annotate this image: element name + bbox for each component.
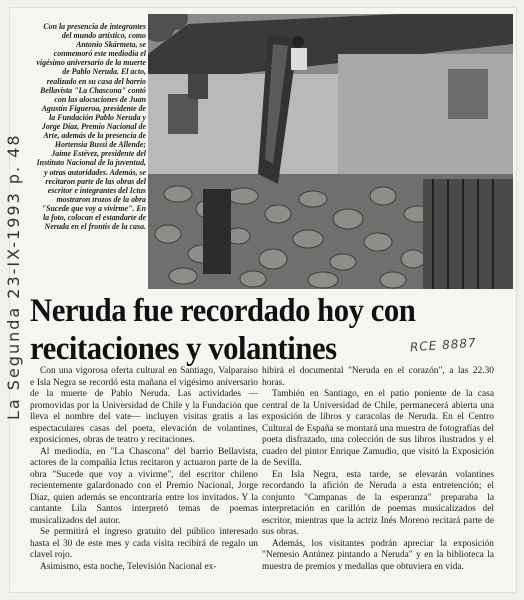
paragraph: También en Santiago, en el patio poniente de la casa central de la Universidad de Chile, permanecerá abierta una exposición de libros y caracolas de Neruda. En el Centro Cultural de España se montará una muestra de fotografías del poeta disfrazado, una colección de sus libros ilustrados y el cuadro del pintor Enrique Zamudio, que visitó la Exposición de Sevilla. (262, 389, 494, 468)
paragraph: En Isla Negra, esta tarde, se elevarán volantines recordando la afición de Neruda a esta entretención; el conjunto "Campanas de la esperanza" preparaba la interpretación en carillón de poemas musicalizados del escritor, mientras que la actriz Inés Moreno recitará parte de sus obras. (262, 469, 494, 537)
article-headline: Neruda fue recordado hoy con recitaciones y volantines (30, 293, 416, 367)
paragraph: Se permitirá el ingreso gratuito del público interesado hasta el 30 de este mes y cada visita recibirá de regalo un clavel rojo. (30, 527, 258, 560)
photo-caption: Con la presencia de integrantes del mundo artístico, como Antonio Skármeta, se conmemoró este mediodía el vigésimo aniversario de la muerte de Pablo Neruda. El acto, realizado en su casa del barrio Bellavista "La Chascona" contó con las alocuciones de Juan Agustín Figueroa, presidente de la Fundación Pablo Neruda y Jorge Díaz, Premio Nacional de Arte, además de la presencia de Hortensia Bussi de Allende; Jaime Estévez, presidente del Instituto Nacional de la juventud, y otras autoridades. Además, se recitaron parte de las obras del escritor e integrantes del Ictus mostraron trozos de la obra "Sucede que voy a vivirme". En la foto, colocan el estandarte de Neruda en el frontis de la casa. (36, 22, 146, 232)
paragraph: Con una vigorosa oferta cultural en Santiago, Valparaíso e Isla Negra se recordó esta mañana el vigésimo aniversario de la muerte de Pablo Neruda. Las actividades —promovidas por la Universidad de Chile y la Fundación que lleva el nombre del vate— incluyen visitas gratis a las espectaculares casas del poeta, elevación de volantines, exposiciones, obras de teatro y recitaciones. (30, 366, 258, 445)
paragraph: hibirá el documental "Neruda en el corazón", a las 22.30 horas. (262, 366, 494, 388)
paragraph: Asimismo, esta noche, Televisión Nacional ex- (40, 561, 217, 572)
la-chascona-photo (148, 14, 513, 289)
paragraph: Al mediodía, en "La Chascona" del barrio Bellavista, actores de la compañía Ictus recitaron y actuaron parte de la obra "Sucede que voy a vivirme", del escritor chileno recientemente galardonado con el Premio Nacional, Jorge Díaz, quien además se encontraría entre los invitados. Y la cantante Lila Santos interpretó temas de poemas musicalizados del autor. (30, 446, 258, 526)
house-photo (148, 14, 513, 289)
article-column-right (262, 366, 494, 573)
handwritten-date-note: La Segunda 23-IX-1993 p. 48 (4, 133, 23, 420)
article-column-left (30, 366, 258, 573)
paragraph: Además, los visitantes podrán apreciar la exposición "Nemesio Antúnez pintando a Neruda" y en la biblioteca la muestra de premios y medallas que obtuviera en vida. (262, 538, 494, 572)
handwritten-archive-code: RCE 8887 (409, 335, 478, 355)
